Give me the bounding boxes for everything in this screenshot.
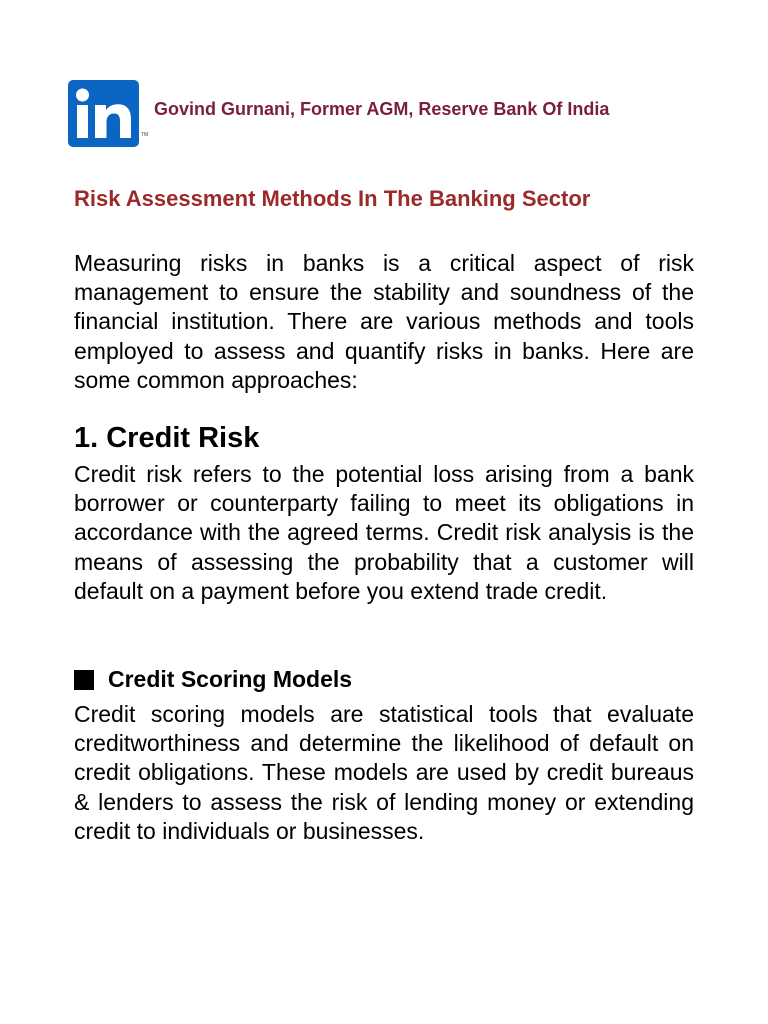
subsection-body-credit-scoring: Credit scoring models are statistical tools that evaluate creditworthiness and determine the likelihood of default on credit obligations. These models are used by credit bureaus & lenders to assess the risk of lending money or extending credit to individuals or businesses. <box>74 701 694 844</box>
section-body-credit-risk: Credit risk refers to the potential loss arising from a bank borrower or counterparty failing to meet its obligations in accordance with the agreed terms. Credit risk analysis is the means of assessing the probability that a customer will default on a payment before you extend trade credit. <box>74 461 694 604</box>
subsection-heading-credit-scoring <box>74 666 352 693</box>
header <box>68 80 698 150</box>
trademark-mark: TM <box>141 132 149 138</box>
author-name: Govind Gurnani, Former AGM, Reserve Bank Of India <box>154 99 610 119</box>
section-heading-credit-risk: 1. Credit Risk <box>74 422 260 454</box>
intro-paragraph: Measuring risks in banks is a critical aspect of risk management to ensure the stability and soundness of the financial institution. There are various methods and tools employed to assess and quantify risks in banks. Here are some common approaches: <box>74 250 694 393</box>
linkedin-icon <box>68 80 139 147</box>
black-square-bullet-icon <box>74 670 94 690</box>
document-title: Risk Assessment Methods In The Banking Sector <box>74 186 591 211</box>
subsection-heading-label: Credit Scoring Models <box>108 666 353 692</box>
